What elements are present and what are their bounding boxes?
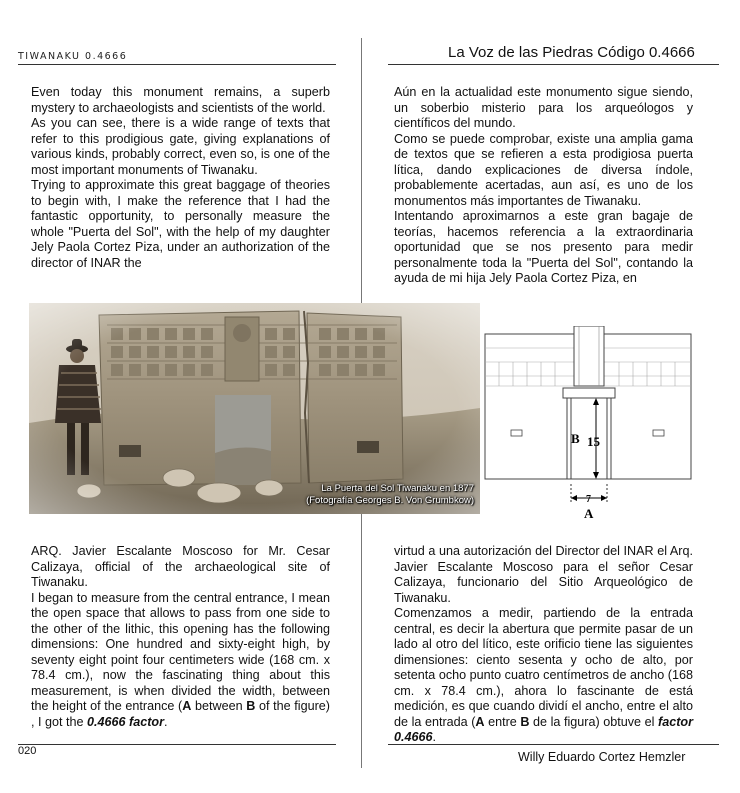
dimension-label-width: 7 bbox=[586, 494, 591, 505]
paragraph: Aún en la actualidad este monumento sigue siendo, un soberbio misterio para los arqueólogos y científicos del mundo. bbox=[394, 85, 693, 130]
header-rule-left bbox=[18, 64, 336, 65]
dimension-label-height: 15 bbox=[587, 434, 600, 449]
paragraph bbox=[31, 591, 330, 731]
paragraph: Even today this monument remains, a superb mystery to archaeologists and scientists of the world. bbox=[31, 85, 330, 115]
left-column-bottom bbox=[31, 544, 330, 730]
dimension-label-a: A bbox=[584, 506, 594, 521]
text-run: Comenzamos a medir, partiendo de la entrada central, es decir la abertura que permite pasar de un lado al otro del lítico, este orificio tiene las siguientes dimensiones: ciento sesenta y ocho de alto, por setenta ocho punto cuatro centímetros de ancho (168 cm. x 78.4 cm.), ahora lo fascinante de está medición, es que cuando dividí el ancho, entre el alto de la entrada ( bbox=[394, 606, 693, 729]
text-run: entre bbox=[484, 714, 521, 729]
photo-caption bbox=[306, 483, 474, 507]
text-run: of the figure) , I got the bbox=[31, 699, 330, 729]
factor-emphasis: factor 0.4666 bbox=[394, 714, 693, 744]
factor-emphasis: 0.4666 factor bbox=[87, 714, 165, 729]
author-name: Willy Eduardo Cortez Hemzler bbox=[518, 750, 686, 764]
figure-ref-b: B bbox=[520, 714, 530, 729]
text-run: de la figura) obtuve el bbox=[529, 714, 658, 729]
paragraph bbox=[394, 606, 693, 746]
paragraph: Trying to approximate this great baggage of theories to begin with, I make the reference that I had the fantastic opportunity, to personally measure the whole "Puerta del Sol", with the help of my daughter Jely Paola Cortez Piza, under an authorization of the director of INAR the bbox=[31, 178, 330, 270]
left-column-top bbox=[31, 85, 330, 271]
gate-dimension-diagram bbox=[483, 326, 696, 526]
paragraph: virtud a una autorización del Director del INAR el Arq. Javier Escalante Moscoso para el señor Cesar Calizaya, funcionario del Sitio Arqueológico de Tiwanaku. bbox=[394, 544, 693, 605]
running-header-left: TIWANAKU 0.4666 bbox=[18, 51, 128, 62]
figure-ref-a: A bbox=[182, 699, 192, 713]
footer-rule-right bbox=[388, 744, 719, 745]
text-run: I began to measure from the central entrance, I mean the open space that allows to pass from one side to the other of the lithic, this opening has the following dimensions: One hundred and sixty-eight high, by seventy eight point four centimeters wide (168 cm. x 78.4 cm.), now the fascinating thing about this measurement, is when divided the width, between the height of the entrance ( bbox=[31, 590, 330, 713]
photo-credit-line: (Fotografía Georges B. Von Grumbkow) bbox=[306, 495, 474, 506]
text-run: . bbox=[432, 730, 437, 744]
paragraph: Intentando aproximarnos a este gran bagaje de teorías, hacemos referencia a la extraordinaria oportunidad que se nos presento para medir personalmente toda la "Puerta del Sol", contando la ayuda de mi hija Jely Paola Cortez Piza, en bbox=[394, 209, 693, 285]
footer-rule-left bbox=[18, 744, 336, 745]
figure-ref-b: B bbox=[246, 699, 256, 713]
photo-caption-line: La Puerta del Sol Tiwanaku en 1877 bbox=[321, 483, 474, 494]
running-header-right: La Voz de las Piedras Código 0.4666 bbox=[448, 44, 695, 61]
page-number: 020 bbox=[18, 745, 37, 757]
paragraph: ARQ. Javier Escalante Moscoso for Mr. Cesar Calizaya, official of the archaeological site of Tiwanaku. bbox=[31, 544, 330, 589]
paragraph: Como se puede comprobar, existe una amplia gama de textos que se refieren a esta prodigiosa puerta lítica, dando explicaciones de diversa índole, probablemente acertadas, aun así, es uno de los monumentos más importantes de Tiwanaku. bbox=[394, 131, 693, 208]
paragraph: As you can see, there is a wide range of texts that refer to this prodigious gate, giving explanations of various kinds, probably correct, even so, is one of the most important monuments of Tiwanaku. bbox=[31, 116, 330, 177]
header-rule-right bbox=[388, 64, 719, 65]
text-run: . bbox=[164, 714, 168, 729]
dimension-label-b: B bbox=[571, 431, 580, 446]
text-run: between bbox=[191, 699, 247, 713]
puerta-del-sol-photo bbox=[29, 303, 480, 514]
right-column-top bbox=[394, 85, 693, 287]
figure-ref-a: A bbox=[475, 714, 485, 729]
right-column-bottom bbox=[394, 544, 693, 746]
